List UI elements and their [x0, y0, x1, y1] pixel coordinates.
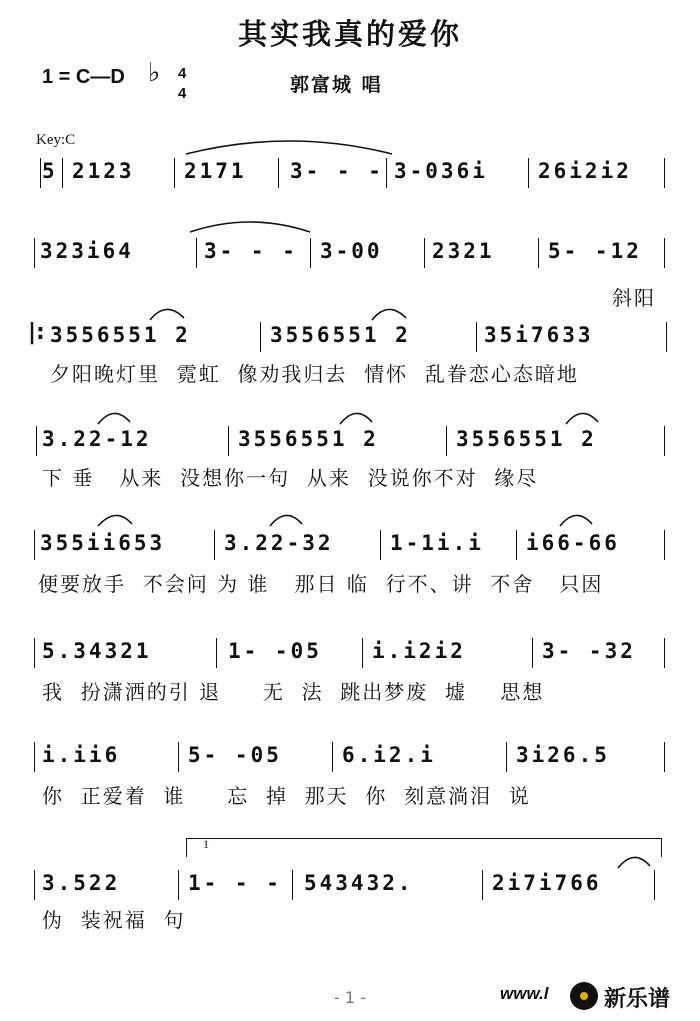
page-number: - 1 - — [334, 988, 366, 1007]
barline — [664, 638, 665, 668]
measure: 3i26.5 — [516, 743, 610, 767]
barline — [664, 238, 665, 268]
measure: 543432. — [304, 871, 414, 895]
notes-line — [28, 318, 668, 358]
time-signature — [178, 64, 186, 104]
barline — [228, 426, 229, 456]
notes-line — [28, 634, 668, 674]
key-label: Key:C — [36, 132, 76, 148]
measure: 2i7i766 — [492, 871, 602, 895]
measure: 2171 — [184, 159, 247, 183]
barline — [380, 530, 381, 560]
barline — [178, 742, 179, 772]
time-signature-bottom: 4 — [178, 85, 187, 102]
barline — [664, 158, 665, 188]
score-row-8 — [28, 866, 668, 932]
measure: 2123 — [72, 159, 135, 183]
barline — [62, 158, 63, 188]
barline — [362, 638, 363, 668]
measure: 1- - - — [188, 871, 282, 895]
tie-arc — [190, 222, 310, 232]
barline — [654, 870, 655, 900]
measure: 5- -12 — [548, 239, 642, 263]
measure: 2321 — [432, 239, 495, 263]
song-title: 其实我真的爱你 — [237, 17, 462, 51]
barline — [538, 238, 539, 268]
lyrics-line: 夕阳晚灯里 霓虹 像劝我归去 情怀 乱眷恋心态暗地 — [50, 362, 579, 386]
measure: 3.22-32 — [224, 531, 334, 555]
barline — [528, 158, 529, 188]
lyrics-line: 斜阳 — [612, 286, 656, 310]
barline — [666, 322, 667, 352]
score-row-4 — [28, 422, 668, 490]
measure: 3- - - — [204, 239, 298, 263]
key-signature: 1 = C—D — [42, 66, 125, 88]
measure: 1-1i.i — [390, 531, 484, 555]
measure: 1- -05 — [228, 639, 322, 663]
volta-bracket — [186, 838, 662, 857]
barline — [260, 322, 261, 352]
barline — [174, 158, 175, 188]
measure: 5 — [42, 159, 58, 183]
score-row-1 — [28, 154, 668, 202]
notes-line — [28, 738, 668, 778]
measure: 6.i2.i — [342, 743, 436, 767]
measure: 3556551 2 — [238, 427, 379, 451]
measure: 3556551 2 — [270, 323, 411, 347]
measure: 3556551 2 — [456, 427, 597, 451]
music-disc-icon — [570, 982, 598, 1010]
tie-arc — [186, 141, 392, 154]
score-row-5 — [28, 526, 668, 596]
lyrics-line: 我 扮潇洒的引 退 无 法 跳出梦废 墟 思想 — [42, 680, 545, 704]
barline — [34, 530, 35, 560]
measure: 3.22-12 — [42, 427, 152, 451]
barline — [516, 530, 517, 560]
measure: 323i64 — [40, 239, 134, 263]
measure: i.ii6 — [42, 743, 121, 767]
lyrics-line: 便要放手 不会问 为 谁 那日 临 行不、讲 不舍 只因 — [38, 572, 604, 596]
score-row-6 — [28, 634, 668, 704]
barline — [34, 238, 35, 268]
measure: i.i2i2 — [372, 639, 466, 663]
barline — [214, 530, 215, 560]
lyrics-line: 你 正爱着 谁 忘 掉 那天 你 刻意淌泪 说 — [42, 784, 531, 808]
barline — [332, 742, 333, 772]
measure: 355ii653 — [40, 531, 166, 555]
watermark-url: www.l — [500, 984, 549, 1003]
barline — [292, 870, 293, 900]
barline — [664, 530, 665, 560]
lyrics-line: 下 垂 从来 没想你一句 从来 没说你不对 缘尽 — [42, 466, 539, 490]
singer-credit: 郭富城 唱 — [290, 74, 383, 96]
barline — [310, 238, 311, 268]
measure: 3.522 — [42, 871, 121, 895]
site-brand: 新乐谱 — [604, 987, 671, 1012]
barline — [424, 238, 425, 268]
repeat-start-sign: |: — [28, 320, 45, 345]
barline — [34, 870, 35, 900]
time-signature-top: 4 — [178, 65, 187, 82]
volta-number: 1 — [203, 837, 209, 851]
score-row-2 — [28, 234, 668, 310]
measure: i66-66 — [526, 531, 620, 555]
barline — [476, 322, 477, 352]
notes-line — [28, 234, 668, 274]
measure: 5.34321 — [42, 639, 152, 663]
slur-arc — [270, 515, 302, 526]
measure: 3556551 2 — [50, 323, 191, 347]
measure: 3-00 — [320, 239, 383, 263]
barline — [446, 426, 447, 456]
barline — [40, 158, 41, 188]
slur-arc — [98, 515, 132, 526]
barline — [664, 426, 665, 456]
barline — [532, 638, 533, 668]
measure: 26i2i2 — [538, 159, 632, 183]
notes-line — [28, 422, 668, 462]
notes-line — [28, 866, 668, 906]
barline — [34, 638, 35, 668]
barline — [278, 158, 279, 188]
score-row-3 — [28, 318, 668, 386]
measure: 35i7633 — [484, 323, 594, 347]
barline — [386, 158, 387, 188]
barline — [216, 638, 217, 668]
barline — [664, 742, 665, 772]
measure: 3-036i — [394, 159, 488, 183]
slur-arc — [560, 515, 592, 526]
barline — [196, 238, 197, 268]
notes-line — [28, 526, 668, 566]
measure: 3- - - — [290, 159, 384, 183]
score-row-7 — [28, 738, 668, 808]
barline — [506, 742, 507, 772]
barline — [36, 426, 37, 456]
flat-icon: ♭ — [148, 58, 161, 88]
barline — [34, 742, 35, 772]
lyrics-line: 伪 装祝福 句 — [42, 908, 186, 932]
barline — [178, 870, 179, 900]
notes-line — [28, 154, 668, 194]
measure: 5- -05 — [188, 743, 282, 767]
barline — [482, 870, 483, 900]
measure: 3- -32 — [542, 639, 636, 663]
